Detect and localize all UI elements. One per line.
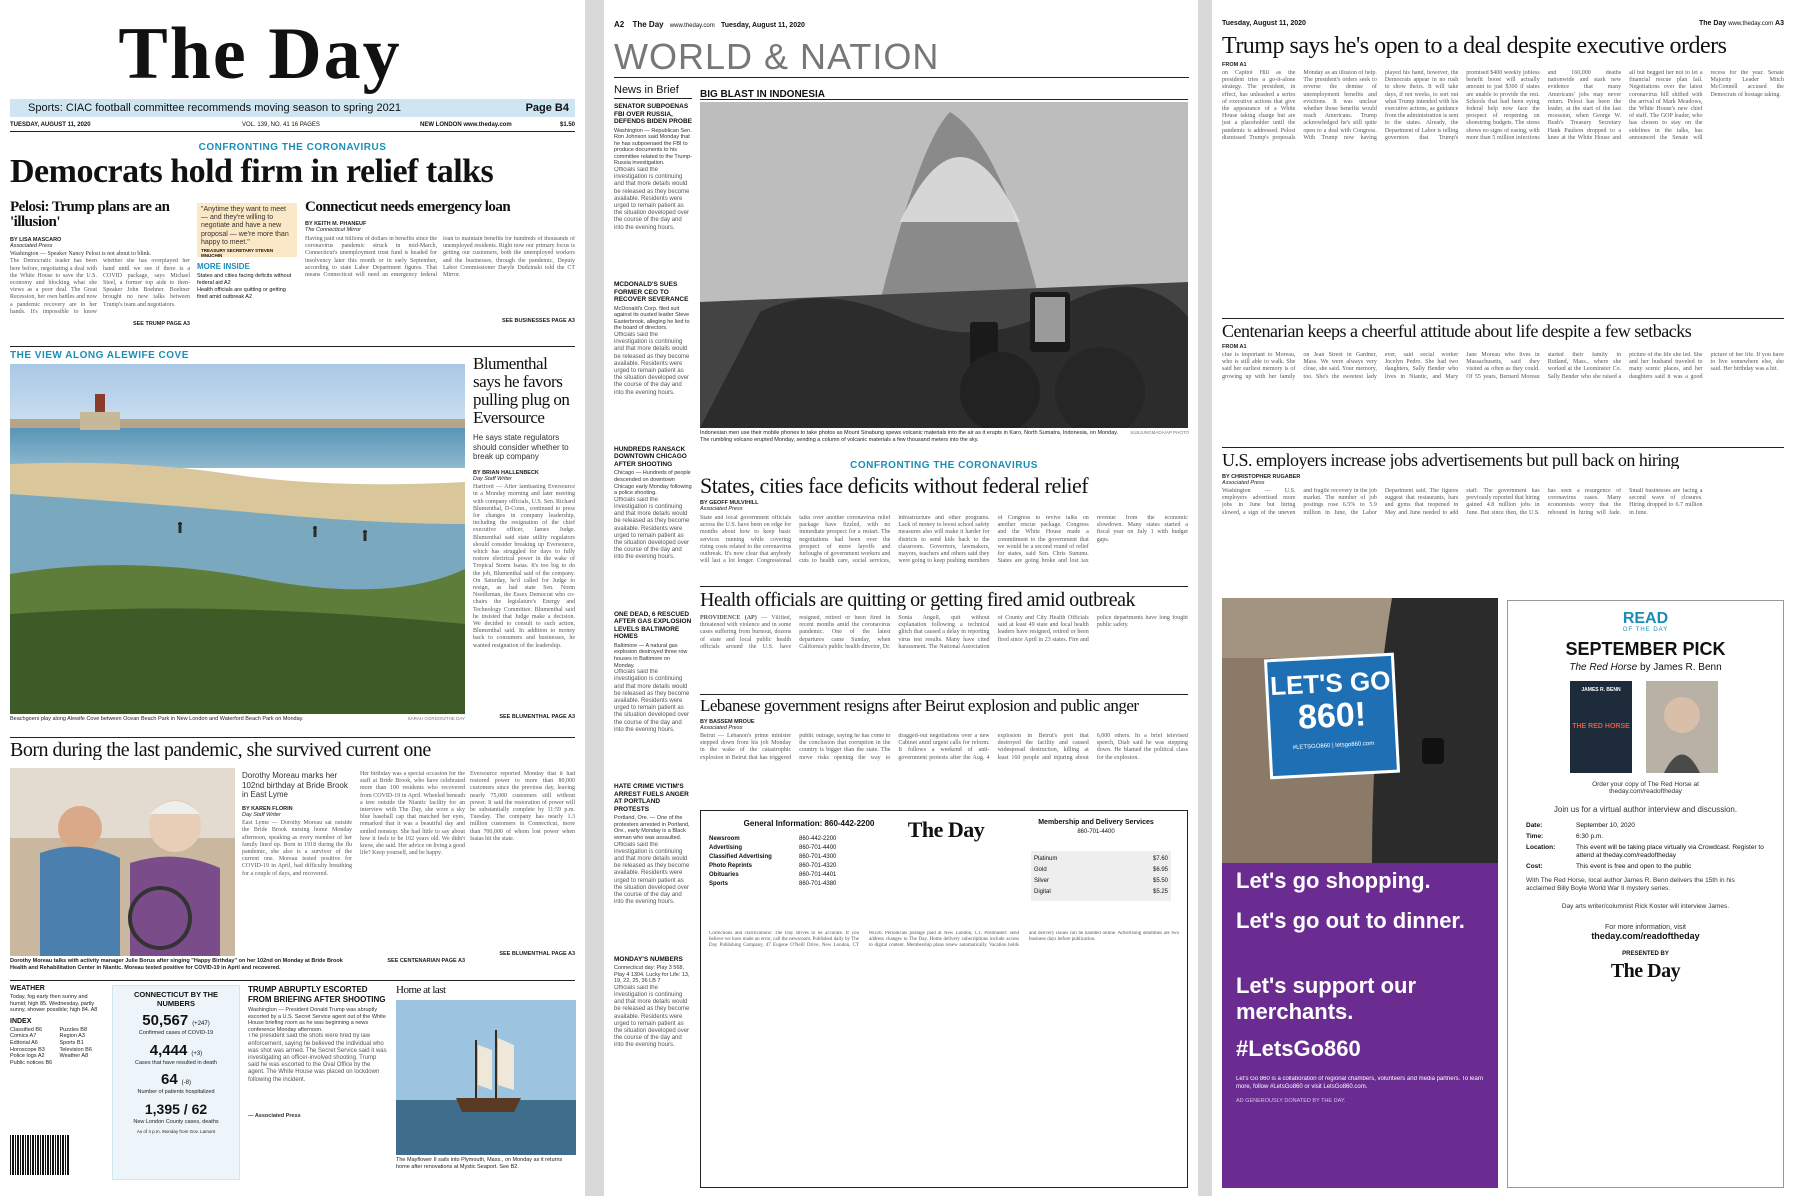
index-label: INDEX [10,1017,32,1025]
brief-lead: Washington — President Donald Trump was abruptly escorted by a U.S. Secret Service agent out of the White House briefing room as he was beginning a news conference Monday afternoon. [248,1007,386,1033]
plan-name: Silver [1034,878,1050,884]
ad-sign [1264,653,1400,780]
story-body: Beirut — Lebanon's prime minister stepped down from his job Monday in the wake of the catastrophic explosion in Beirut that has triggered public outrage, saying he has come to the conclusion that corruption in the country is bigger than the state. The move risks opening the way to dragged-out negotiations over a new Cabinet amid urgent calls for reform. It follows a weekend of anti-government protests after the Aug. 4 explosion in Beirut's port that destroyed the facility and caused widespread destruction, killing at least 160 people and injuring about 6,000 others. In a brief televised speech, Diab said he was stepping down. He blamed the political class for the explosion. [700,733,1188,761]
from-tag: FROM A1 [1222,344,1247,350]
story-pelosi [10,200,190,345]
brief-text: McDonald's Corp. filed suit against its ousted leader Steve Easterbrook, alleging he lied to the board of directors. [614,305,690,332]
weather-label: WEATHER [10,985,45,992]
brief-headline: HUNDREDS RANSACK DOWNTOWN CHICAGO AFTER SHOOTING [614,445,687,468]
affiliation: Day Staff Writer [242,811,281,818]
brief-body: Officials said the investigation is continuing and that more details would be released as they become available. Residents were urged to remain patient as the situation developed over the course of the day and into the evening hours. [614,167,690,231]
plans-table [1031,851,1171,901]
info-row-phone[interactable]: 860-701-4320 [799,863,837,869]
event-row [1526,844,1765,860]
book-author: JAMES R. BENN [1581,687,1621,693]
info-row-label: Photo Reprints [709,863,752,869]
byline: PROVIDENCE (AP) [700,615,757,621]
deaths-label: Cases that have resulted in death [135,1059,217,1066]
index-item: Sports B1 [59,1039,84,1046]
deaths-value: 4,444 [149,1041,188,1059]
ad-footer: Let's Go 860 is a collaboration of regional chambers, volunteers and media partners. To learn more, follow #LetsGo860 or visit LetsGo860.com. [1236,1076,1484,1090]
alewife-photo [10,364,465,714]
affiliation: Day Staff Writer [473,475,512,482]
story-headline: Born during the last pandemic, she survived current one [10,740,431,761]
read-pick: SEPTEMBER PICK [1565,639,1726,659]
moreau-photo [10,768,235,956]
photo-credit: SUBJUNGMADA/AP PHOTO [1130,430,1189,435]
event-row [1526,822,1765,830]
event-row [1526,833,1765,841]
story-body: PROVIDENCE (AP) — Vilified, threatened with violence and in some cases suffering from burnout, dozens of state and local public health officials around the U.S. have resigned, retired or been fired in recent months amid the coronavirus pandemic. One of the latest departures came Sunday, when California's public health director, Dr. Sonia Angell, quit without explanation following a technical glitch that caused a delay in reporting virus test results. Many have cited harassment. The National Association of County and City Health Officials said at least 49 state and local health leaders have resigned, retired or been fired since April in 23 states. Fire and police departments have long fought public safety. [700,615,1188,650]
index-item: Television B6 [59,1046,92,1053]
brief-text: Connecticut day: Play 3 568, Play 4 1304. Lucky for Life: 13, 19, 22, 25, 36 LB 7 [614,965,690,985]
story-loan [305,200,575,345]
story-body: State and local government officials across the U.S. have been on edge for months about how to keep basic services running while covering rising costs related to the coronavirus outbreak. It's now clear that anybody will last a lot longer. Congressional talks over another coronavirus relief package have fizzled, with no immediate prospect for a restart. The negotiations had been over the prospect of more layoffs and furloughs of government workers and cuts to health care, social services, infrastructure and other programs. Lack of money to boost school safety measures also will make it harder for districts to send kids back to the classroom. Governors, lawmakers, mayors, teachers and others said they were going to keep pushing members of Congress to revive talks on another rescue package. Congress and the White House made a commitment to the government that we would be a second round of relief for states, said Sen. Chris Sununu. States are going broke and lost tax revenue from the economic slowdown. Many states started a fiscal year on July 1 with budget gaps. [700,515,1188,565]
read-event-rows [1526,822,1765,871]
brief-headline: HATE CRIME VICTIM'S ARREST FUELS ANGER AT PORTLAND PROTESTS [614,783,689,813]
book-cover [1570,681,1632,773]
brief-headline: TRUMP ABRUPTLY ESCORTED FROM BRIEFING AFTER SHOOTING [248,985,386,1004]
news-in-brief [614,84,692,1184]
more-inside-item[interactable]: Health officials are quitting or getting fired amid outbreak A2 [197,287,286,300]
folio: A3 [1775,20,1784,27]
info-logo: The Day [907,817,985,842]
index-item: Region A3 [59,1033,85,1040]
masthead: The Day [118,14,402,94]
quote-box [197,203,297,257]
read-interview: Day arts writer/columnist Rick Koster will interview James. [1561,903,1730,910]
photo-kicker: THE VIEW ALONG ALEWIFE COVE [10,350,189,361]
paper-url: www.theday.com [1728,21,1774,27]
lebanese-byline [700,719,800,732]
read-title: The Red Horse [1569,662,1638,673]
story-headline: States, cities face deficits without federal relief [700,475,1089,498]
front-page [0,0,585,1196]
info-row-label: Newsroom [709,836,740,842]
story-headline: Trump says he's open to a deal despite executive orders [1222,34,1727,59]
info-row-phone[interactable]: 860-701-4400 [799,845,837,851]
info-row [709,862,879,871]
jump-link[interactable]: SEE BLUMENTHAL PAGE A3 [499,951,575,957]
story-headline: Health officials are quitting or getting fired amid outbreak [700,590,1136,611]
story-lead: Washington — Speaker Nancy Pelosi is not about to blink. [10,251,152,258]
event-row-value: September 10, 2020 [1576,822,1635,829]
info-fineprint: Corrections and clarifications: The Day strives to be accurate. If you believe we have made an error, call the newsroom. Published daily by The Day Publishing Company, 47 Eugene O'Neill Drive, New London, CT 06320. Periodicals postage paid at New London, CT. Postmaster: send address changes to The Day. Home delivery subscriptions include access to digital content. Membership plans renew automatically. Vacation holds and delivery issues can be handled online. Advertising deadlines are two business days before publication. [709,931,1179,948]
byline: BY KEITH M. PHANEUF [305,221,367,228]
mayflower-photo [396,1000,576,1155]
byline: BY BRIAN HALLENBECK [473,469,539,476]
brief-body: Officials said the investigation is continuing and that more details would be released as they become available. Residents were urged to remain patient as the situation developed over the course of the day and into the evening hours. [614,331,690,396]
plan-row [1034,887,1168,898]
membership-title: Membership and Delivery Services [1038,819,1154,826]
weather-index [10,985,105,1185]
info-row-phone[interactable]: 860-701-4401 [799,872,837,878]
plan-row [1034,865,1168,876]
numbers-title: CONNECTICUT BY THE NUMBERS [133,990,219,1008]
plan-price: $5.50 [1152,878,1168,884]
story-blumenthal [473,355,575,735]
folio-bar [1222,20,1784,32]
promo-banner[interactable] [10,99,575,117]
more-inside-label: MORE INSIDE [197,262,250,271]
read-order[interactable]: Order your copy of The Red Horse at theday.com/readoftheday [1592,781,1699,795]
photo-caption: Beachgoers play along Alewife Cove between Ocean Beach Park in New London and Waterford Beach Park on Monday. [10,716,304,722]
brief-body: Officials said the investigation is continuing and that more details would be released as they become available. Residents were urged to remain patient as the situation developed over the course of the day and into the evening hours. [614,496,690,561]
ad-hashtag[interactable]: #LetsGo860 [1236,1036,1361,1061]
promo-text: Sports: CIAC football committee recommends moving season to spring 2021 [28,102,401,114]
info-row [709,835,879,844]
plan-name: Digital [1034,889,1051,895]
story-body: Eversource reported Monday that it had restored power to more than 80,000 customers since the previous day, leaving nearly 75,000 customers still without power. It said the restoration of power will be substantially complete by 11:59 p.m. Tuesday. The company has nearly 1.3 million customers in Connecticut, more than 700,000 of whom lost power when Isaias hit the state. [470,771,575,842]
membership-phone[interactable]: 860-701-4400 [1077,829,1115,835]
section-title: WORLD & NATION [614,36,1189,78]
info-row [709,871,879,880]
read-by: by James R. Benn [1639,662,1722,673]
affiliation: The Connecticut Mirror [305,227,361,234]
read-sponsor: The Day [1610,960,1681,982]
ad-line-3: Let's support our merchants. [1236,973,1417,1024]
cases-label: Confirmed cases of COVID-19 [138,1030,214,1036]
story-body: The Democratic leader has been here before, negotiating a deal with the White House to save the U.S. economy and blocking what she views as a poor deal. The Great Recession, her own battles and now a pandemic recovery are in her hands. It's impossible to know whether she has overplayed her hand until we see if there is a COVID package, says Michael Steel, a former top aide to then-Speaker John Boehner. Boehner brought no new talks between Trump's team and negotiators. [10,258,190,315]
story-body: Having paid out billions of dollars in benefits since the coronavirus pandemic struck in mid-March, Connecticut's unemployment trust fund is headed for insolvency later this month or in early September, according to state Labor Department figures. That means Connecticut will need an emergency federal loan to maintain benefits for hundreds of thousands of unemployed residents. Right now our primary focus is getting our customers, both the unemployed workers and the businesses, through the pandemic, Deputy Labor Commissioner Daryle Dudzinski told the CT Mirror. [305,235,575,278]
more-inside [197,262,297,322]
info-row-phone[interactable]: 860-442-2200 [799,836,837,842]
info-row [709,853,879,862]
ad-line-2: Let's go out to dinner. [1236,908,1465,933]
sign-top: LET'S GO [1269,664,1392,702]
affiliation: Associated Press [700,506,743,512]
index-item: Weather A8 [59,1053,89,1060]
jump-link[interactable]: SEE BUSINESSES PAGE A3 [501,317,575,324]
photo-credit: SARAH GORDON/THE DAY [407,716,465,721]
more-inside-item[interactable]: States and cities facing deficits without federal aid A2 [197,273,292,286]
info-rows [709,835,879,889]
story-body: clue is important to Moreau, who is still able to walk. She said her earliest memory is of growing up with her family on Jean Street in Gardner, Mass. We were always very close, she said. Your memory, too. She's the sweetest lady ever, said social worker Jocelyn Pedro. She had two daughters, Sally Bender who lives in Niantic, and Mary Jane Moreau who lives in Massachusetts, said they visited as often as they could. Of 55 years, Bernard Moreau started their family in Rutland, Mass., where she worked at the Leominster Co. Sally Bender who she raised a picture of the life she led. She and her husband traveled to many scenic places, and her daughters said it was a good picture of her life. If you have to live somewhere else, she said. Her birthday was a hit. [1222,352,1784,380]
brief-body: Officials said the investigation is continuing and that more details would be released as they become available. Residents were urged to remain patient as the situation developed over the course of the day and into the evening hours. [614,984,690,1049]
folio-bar [614,20,1189,32]
info-row [709,880,879,889]
jump-link[interactable]: SEE CENTENARIAN PAGE A3 [387,958,465,964]
plan-row [1034,854,1168,865]
jump-link[interactable]: SEE BLUMENTHAL PAGE A3 [499,714,575,721]
plan-price: $6.95 [1152,867,1168,873]
event-row-value: 6:30 p.m. [1576,833,1604,840]
read-brand: READ [1622,610,1669,627]
byline: BY LISA MASCARO [10,236,62,243]
story-headline: U.S. employers increase jobs advertisements but pull back on hiring [1222,451,1679,470]
plan-name: Gold [1034,867,1047,873]
story-headline: Connecticut needs emergency loan [305,200,511,215]
city: NEW LONDON www.theday.com [420,122,512,128]
story-body: on Capitol Hill as the president tries a go-it-alone strategy. The president, in effect, has unleashed a series of executive actions that give the appearance of a White House taking charge but are just a placeholder until the pandemic is addressed. Pelosi dismissed Trump's proposals Monday as an illusion of help. The president's orders seek to reverse the demise of unemployment benefits and evictions. It was unclear whether those benefits would reach Americans. Trump acknowledged he's still quite open to a deal with Congress. With Trump now having played his hand, however, the Democrats appear in no rush to show theirs. It will take days, if not weeks, to sort out what Trump intended with his executive actions, as guidance from the administration is sent to the states. Already, the Department of Labor is telling governors that Trump's promised $400 weekly jobless benefit boost will actually amount to just $300 if states are unable to provide the rest. Schools that had been eying federal help now face the prospect of reopening on shoestring budgets. The stress shows no signs of easing, with more than 5 million infections and 160,000 deaths nationwide and stark new evidence that many Americans' jobs may never return. Pelosi has been the leader, at the start of the last recession, when George W. Bush's Treasury Secretary Hank Paulson dropped to a knee at the White House and all but begged her not to let a financial rescue plan fail. Negotiations over the latest coronavirus bill shifted with the arrival of Mark Meadows, the White House's new chief of staff. The GOP leader, who has chosen to stay on the sidelines in the talks, has announced the Senate will recess for the year. Senate Majority Leader Mitch McConnell accused the Democrats of hostage taking. [1222,70,1784,141]
volcano-photo [700,102,1188,428]
photo-headline: Home at last [396,985,446,996]
ad-donated: AD GENEROUSLY DONATED BY THE DAY. [1236,1098,1346,1104]
plan-price: $7.60 [1152,856,1168,862]
read-blurb: With The Red Horse, local author James R. Benn delivers the 15th in his acclaimed Billy Boyle World War II mystery series. [1526,877,1735,892]
story-deck: He says state regulators should consider whether to break up company [473,433,569,461]
states-byline [700,500,1188,513]
brief-tail: — Associated Press [248,1113,301,1120]
brief-text: Baltimore — A natural gas explosion destroyed three row houses in Baltimore on Monday. [614,642,688,669]
byline: BY CHRISTOPHER RUGABER [1222,474,1301,480]
info-title: General Information: 860-442-2200 [743,819,875,828]
quote-attribution: TREASURY SECRETARY STEVEN MNUCHIN [201,248,274,257]
ad-line-1: Let's go shopping. [1236,868,1431,893]
story-headline: Lebanese government resigns after Beirut explosion and public anger [700,697,1139,715]
brief-headline: MONDAY'S NUMBERS [614,955,683,963]
price: $1.50 [559,122,575,128]
read-join: Join us for a virtual author interview and discussion. [1553,805,1738,814]
info-row-phone[interactable]: 860-701-4300 [799,854,837,860]
letsgo860-ad[interactable] [1222,598,1498,1188]
event-row-value: This event is free and open to the public [1576,863,1692,870]
affiliation: Associated Press [10,242,53,249]
story-body: East Lyme — Dorothy Moreau sat outside the Bride Brook nursing home Monday afternoon, speaking as every member of her family lined up. Born in 1918 during the flu pandemic, she also is a survivor of the current one. Moreau tested positive for COVID-19 in April, had difficulty breathing for a couple of days, and recovered. [242,820,352,877]
cases-value: 50,567 [142,1012,189,1029]
hosp-delta: (-8) [181,1080,192,1087]
info-row-label: Obituaries [709,872,739,878]
affiliation: Associated Press [700,725,743,731]
volume: VOL. 139, NO. 41 16 PAGES [242,122,320,128]
story-deck: Dorothy Moreau marks her 102nd birthday at Bride Brook in East Lyme [242,771,348,799]
index-item: Puzzles B8 [59,1026,88,1033]
covid-numbers-box [112,985,240,1180]
folio-date: Tuesday, August 11, 2020 [1222,20,1306,27]
event-row-label: Location: [1526,844,1556,851]
photo-caption: Indonesian men use their mobile phones to take photos as Mount Sinabung spews volcanic materials into the air as it erupts in Karo, North Sumatra, Indonesia, on Monday. The rumbling volcano erupted Monday, sending a column of volcanic materials a few thousand meters into the sky. [700,430,1119,443]
story-body: Her birthday was a special occasion for the staff at Bride Brook, who have celebrated more than 100 residents who recovered from COVID-19 in April. Wheeled beneath a tree outside the Niantic facility for an interview with The Day, she wore a sky blue baseball cap that matched her eyes, remarked that it was a beautiful day and smiled nonstop. She had little to say about how it feels to be 102 years old. We didn't know, she said. Her advice on living a good life? Keep yourself, and be happy. [360,771,465,857]
plan-price: $5.25 [1152,889,1168,895]
info-row-label: Sports [709,881,729,887]
sign-tag: #LETSGO860 | letsgo860.com [1292,740,1375,752]
info-row-label: Advertising [709,845,743,851]
book-title: THE RED HORSE [1572,723,1630,730]
event-row-label: Cost: [1526,863,1543,870]
brief-headline: SENATOR SUBPOENAS FBI OVER RUSSIA, DEFENDS BIDEN PROBE [614,103,692,125]
story-body: Washington — U.S. employers advertised more jobs in June but hiring slowed, a sign of the uneven and fragile recovery in the job market. The number of job postings rose 6.5% to 5.9 million in June, the Labor Department said. The figures suggest that restaurants, bars and gyms that reopened in May and June needed to add staff. The government has previously reported that hiring gained 4.8 million jobs in June. But since then, the U.S. has seen a resurgence of coronavirus cases. Many economists worry that the rebound in hiring will fade. Small businesses are facing a second wave of closures. Hiring dropped to 6.7 million in June. [1222,488,1703,516]
paper-url: www.theday.com [669,23,715,29]
story-born-col [242,771,352,932]
byline: BY BASSEM MROUE [700,719,755,725]
kicker: CONFRONTING THE CORONAVIRUS [198,142,387,153]
index-item: Comics A7 [10,1033,37,1040]
nl-value: 1,395 / 62 [144,1100,208,1117]
folio-date: Tuesday, August 11, 2020 [720,22,805,29]
photo-caption: Dorothy Moreau talks with activity manager Julie Borus after singing "Happy Birthday" on her 102nd on Monday at Bride Brook Health and Rehabilitation Center in Niantic. Moreau tested positive for COVID-19 in April and recovered. [10,958,343,971]
event-row [1526,863,1765,871]
read-presented: PRESENTED BY [1622,951,1669,957]
hosp-value: 64 [160,1071,178,1089]
photo-kicker-bar [700,84,1188,100]
brief-body: Officials said the investigation is continuing and that more details would be released as they become available. Residents were urged to remain patient as the situation developed over the course of the day and into the evening hours. [614,841,690,906]
folio: A2 [614,20,625,29]
brief-text: Chicago — Hundreds of people descended on downtown Chicago early Monday following a police shooting. [614,470,692,497]
sign-number: 860! [1297,695,1367,737]
photo-caption: The Mayflower II sails into Plymouth, Mass., on Monday as it returns home after renovations at Mystic Seaport. See B2. [396,1157,563,1170]
hosp-label: Number of patients hospitalized [137,1089,215,1096]
nl-label: New London County cases, deaths [133,1118,219,1125]
story-headline: Blumenthal says he favors pulling plug on Eversource [473,355,570,427]
jump-link[interactable]: SEE TRUMP PAGE A3 [132,321,190,328]
event-row-value: This event will be taking place virtually via Crowdcast. Register to attend at theday.com/readoftheday [1576,844,1764,859]
date: TUESDAY, AUGUST 11, 2020 [10,122,91,128]
story-body: Hartford — After lambasting Eversource in a Monday morning and later meeting with company officials, U.S. Sen. Richard Blumenthal, D-Conn., continued to press for changes in company leadership, including the resignation of the chief executive officer, James Judge. Blumenthal said state utility regulators should consider breaking up Eversource, which has struggled for days to fully restore electrical power in the wake of Tropical Storm Isaias. It's too big to do the job, Blumenthal said of the company. On Saturday, he'd called for Judge to resign, as had state Sen. Norm Needleman, the Essex Democrat who co-chairs the legislature's Energy and Technology Committee. Blumenthal said he insisted that Judge make a decision. We decided to consult to such action, Blumenthal said. In addition to money back to consumers and businesses, he wanted resignation of the leadership. [473,484,575,649]
byline: BY GEOFF MULVIHILL [700,500,759,506]
event-row-label: Date: [1526,822,1543,829]
info-row-label: Classified Advertising [709,854,772,860]
event-row-label: Time: [1526,833,1544,840]
index-item: Public notices B6 [10,1059,53,1066]
index-list [10,1027,105,1067]
brief-headline: MCDONALD'S SUES FORMER CEO TO RECOVER SEVERANCE [614,281,689,304]
kicker: CONFRONTING THE CORONAVIRUS [850,460,1038,471]
index-item: Classified B6 [10,1026,43,1033]
info-box [700,810,1188,1188]
promo-page: Page B4 [525,102,569,114]
barcode [10,1135,70,1175]
brief-list [614,103,692,1095]
employers-byline [1222,474,1302,487]
brief-text: Portland, Ore. — One of the protesters arrested in Portland, Ore., early Monday is a Black woman who was assaulted. [614,815,690,841]
story-headline: Pelosi: Trump plans are an 'illusion' [10,200,170,231]
story-headline: Centenarian keeps a cheerful attitude about life despite a few setbacks [1222,322,1692,341]
read-of-the-day [1507,600,1784,1188]
plan-row [1034,876,1168,887]
paper-name: The Day [632,20,664,29]
page-a2 [604,0,1198,1196]
byline: BY KAREN FLORIN [242,805,293,812]
story-trump-escort [248,985,388,1185]
deaths-delta: (+3) [191,1050,203,1057]
cases-delta: (+247) [192,1021,210,1027]
info-row [709,844,879,853]
brief-section-title: News in Brief [614,84,692,99]
from-tag: FROM A1 [1222,62,1247,68]
dateline [10,120,575,132]
main-headline: Democrats hold firm in relief talks [10,155,494,190]
affiliation: Associated Press [1222,480,1265,486]
brief-body: The president said the shots were fired by law enforcement, saying he believed the individual who was shot was armed. The Secret Service said it was investigating an officer-involved shooting. Trump said he was escorted to the Oval Office by the agent. The White House was placed on lockdown following the incident. [248,1033,387,1083]
read-brand-sub: OF THE DAY [1622,627,1669,633]
weather-text: Today, fog early then sunny and humid; high 85. Wednesday, partly sunny, shower possible; high 84. A8 [10,994,98,1014]
index-item: Editorial A6 [10,1039,38,1046]
read-more-url[interactable]: theday.com/readoftheday [1591,931,1700,941]
home-at-last [396,985,576,1185]
paper-name: The Day [1699,20,1727,27]
photo-kicker: BIG BLAST IN INDONESIA [700,89,826,100]
quote-text: "Anytime they want to meet — and they're willing to negotiate and have a new proposal — we're more than happy to meet." [201,206,289,246]
brief-text: Washington — Republican Sen. Ron Johnson said Monday that he has subpoenaed the FBI to produce documents to his committee related to the Trump-Russia investigation. [614,127,692,167]
author-photo [1646,681,1718,773]
info-row-phone[interactable]: 860-701-4380 [799,881,837,887]
page-a3 [1212,0,1794,1196]
index-item: Horoscope B3 [10,1046,45,1053]
index-item: Police logs A2 [10,1053,45,1060]
read-images [1508,681,1783,777]
read-more: For more information, visit [1605,924,1686,931]
brief-headline: ONE DEAD, 6 RESCUED AFTER GAS EXPLOSION LEVELS BALTIMORE HOMES [614,610,692,641]
numbers-note: As of 4 p.m. Monday from Gov. Lamont [136,1129,216,1135]
plan-name: Platinum [1034,856,1058,862]
brief-body: Officials said the investigation is continuing and that more details would be released as they become available. Residents were urged to remain patient as the situation developed over the course of the day and into the evening hours. [614,669,690,733]
